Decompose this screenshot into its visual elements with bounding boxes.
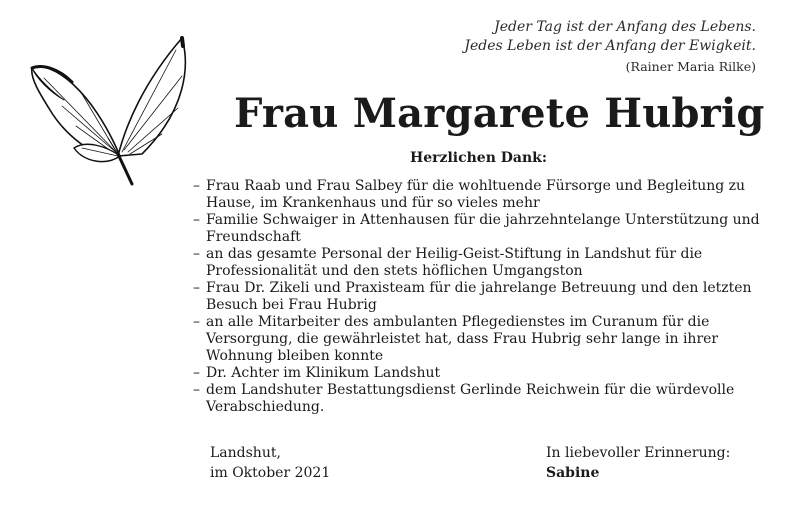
list-item: – Frau Dr. Zikeli und Praxisteam für die jahrelange Betreuung und den letzten Besuch bei Frau Hubrig [193,280,768,314]
list-item: – an das gesamte Personal der Heilig-Geist-Stiftung in Landshut für die Professionalität und den stets höflichen Umgangston [193,246,768,280]
memory-text: In liebevoller Erinnerung: [546,445,731,461]
list-item: – dem Landshuter Bestattungsdienst Gerlinde Reichwein für die würdevolle Verabschiedung. [193,382,768,416]
signer-name: Sabine [546,465,600,481]
quote-author: (Rainer Maria Rilke) [625,59,756,74]
quote-line-2: Jedes Leben ist der Anfang der Ewigkeit. [464,38,756,54]
list-item: – Familie Schwaiger in Attenhausen für die jahrzehntelange Unterstützung und Freundschaft [193,212,768,246]
butterfly-icon [22,34,194,188]
thanks-heading: Herzlichen Dank: [410,150,548,166]
list-item: – Dr. Achter im Klinikum Landshut [193,365,768,382]
list-item: – an alle Mitarbeiter des ambulanten Pflegedienstes im Curanum für die Versorgung, die gewährleistet hat, dass Frau Hubrig sehr lange in ihrer Wohnung bleiben konnte [193,314,768,365]
deceased-name: Frau Margarete Hubrig [234,90,765,137]
list-item: – Frau Raab und Frau Salbey für die wohltuende Fürsorge und Begleitung zu Hause, im Krankenhaus und für so vieles mehr [193,178,768,212]
date: im Oktober 2021 [210,465,331,481]
quote-line-1: Jeder Tag ist der Anfang des Lebens. [494,19,756,35]
place-date [210,443,330,483]
thanks-list [193,178,768,416]
rilke-quote [464,18,756,76]
signature-block [546,443,730,483]
place: Landshut, [210,445,281,461]
